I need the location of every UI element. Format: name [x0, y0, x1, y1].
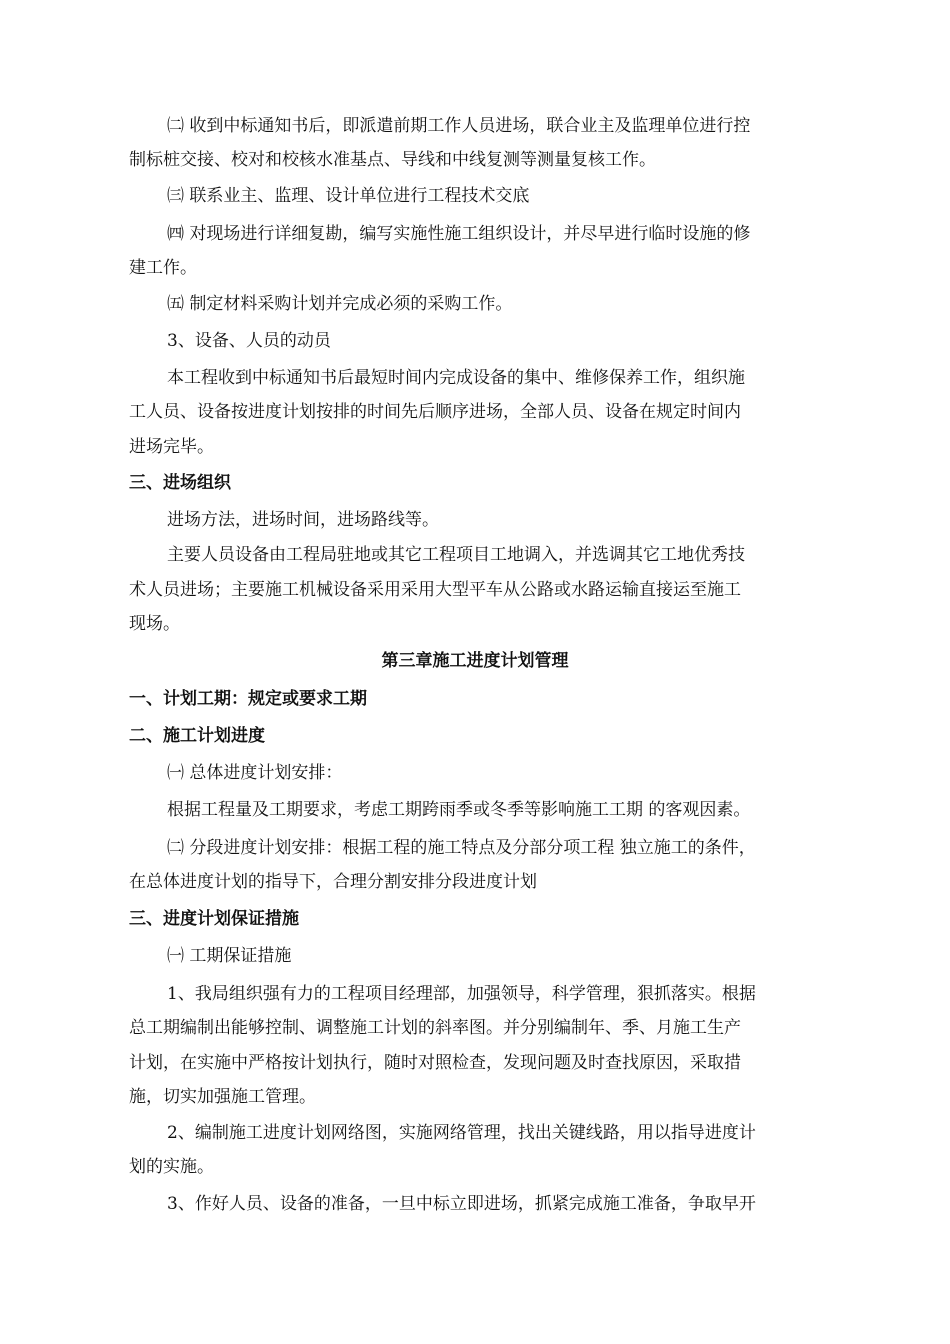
paragraph-line: 3、作好人员、设备的准备，一旦中标立即进场，抓紧完成施工准备，争取早开: [167, 1194, 756, 1214]
section-heading: 三、进度计划保证措施: [129, 909, 299, 929]
section-heading: 三、进场组织: [129, 473, 231, 493]
paragraph-line: 建工作。: [129, 258, 197, 278]
paragraph-line: 进场方法，进场时间，进场路线等。: [167, 510, 439, 530]
paragraph-line: 制标桩交接、校对和校核水准基点、导线和中线复测等测量复核工作。: [129, 150, 656, 170]
paragraph-line: 计划，在实施中严格按计划执行，随时对照检查，发现问题及时查找原因，采取措: [129, 1053, 741, 1073]
paragraph-line: 1、我局组织强有力的工程项目经理部，加强领导，科学管理，狠抓落实。根据: [167, 984, 756, 1004]
paragraph-line: 施，切实加强施工管理。: [129, 1087, 316, 1107]
section-heading: 一、计划工期：规定或要求工期: [129, 689, 367, 709]
paragraph-line: 本工程收到中标通知书后最短时间内完成设备的集中、维修保养工作，组织施: [167, 368, 745, 388]
paragraph-line: 进场完毕。: [129, 437, 214, 457]
paragraph-line: 根据工程量及工期要求，考虑工期跨雨季或冬季等影响施工工期 的客观因素。: [167, 800, 751, 820]
paragraph-line: 现场。: [129, 614, 180, 634]
paragraph-line: 工人员、设备按进度计划按排的时间先后顺序进场，全部人员、设备在规定时间内: [129, 402, 741, 422]
paragraph-line: 术人员进场；主要施工机械设备采用采用大型平车从公路或水路运输直接运至施工: [129, 580, 741, 600]
paragraph-line: 在总体进度计划的指导下，合理分割安排分段进度计划: [129, 872, 537, 892]
paragraph-line: 3、设备、人员的动员: [167, 331, 331, 351]
paragraph-line: 2、编制施工进度计划网络图，实施网络管理，找出关键线路，用以指导进度计: [167, 1123, 756, 1143]
paragraph-line: ㈤ 制定材料采购计划并完成必须的采购工作。: [167, 294, 513, 314]
paragraph-line: 总工期编制出能够控制、调整施工计划的斜率图。并分别编制年、季、月施工生产: [129, 1018, 741, 1038]
section-heading: 二、施工计划进度: [129, 726, 265, 746]
paragraph-line: ㈡ 收到中标通知书后，即派遣前期工作人员进场，联合业主及监理单位进行控: [167, 116, 751, 136]
paragraph-line: 划的实施。: [129, 1157, 214, 1177]
paragraph-line: ㈠ 工期保证措施: [167, 946, 292, 966]
paragraph-line: ㈠ 总体进度计划安排：: [167, 763, 343, 783]
paragraph-line: ㈣ 对现场进行详细复勘，编写实施性施工组织设计，并尽早进行临时设施的修: [167, 224, 751, 244]
chapter-title: 第三章施工进度计划管理: [381, 651, 569, 671]
paragraph-line: 主要人员设备由工程局驻地或其它工程项目工地调入，并选调其它工地优秀技: [167, 545, 745, 565]
paragraph-line: ㈡ 分段进度计划安排：根据工程的施工特点及分部分项工程 独立施工的条件，: [167, 838, 756, 858]
paragraph-line: ㈢ 联系业主、监理、设计单位进行工程技术交底: [167, 186, 530, 206]
